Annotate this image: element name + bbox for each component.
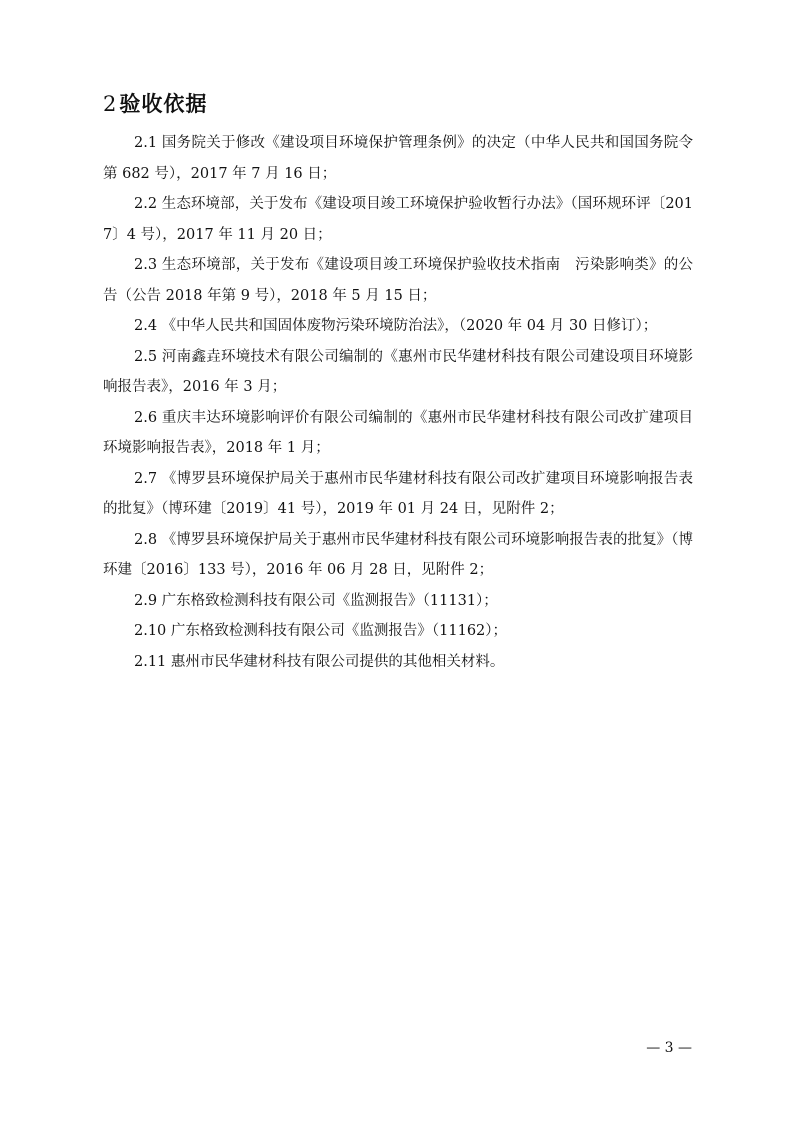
basis-item-2-4: 2.4 《中华人民共和国固体废物污染环境防治法》，（2020 年 04 月 30 日修订）；	[134, 318, 658, 334]
section-number: 2	[103, 92, 118, 116]
basis-item-2-9: 2.9 广东格致检测科技有限公司《监测报告》（11131）；	[134, 592, 498, 609]
basis-item-2-5: 2.5 河南鑫垚环境技术有限公司编制的《惠州市民华建材科技有限公司建设项目环境影响报告表》，2016 年 3 月；	[103, 348, 693, 395]
basis-list	[103, 128, 693, 677]
basis-item-2-7: 2.7 《博罗县环境保护局关于惠州市民华建材科技有限公司改扩建项目环境影响报告表的批复》（博环建〔2019〕41 号），2019 年 01 月 24 日，见附件 2；	[103, 470, 693, 517]
basis-item-2-2: 2.2 生态环境部，关于发布《建设项目竣工环境保护验收暂行办法》（国环规环评〔2017〕4 号），2017 年 11 月 20 日；	[103, 196, 693, 243]
section-heading	[103, 88, 207, 118]
basis-item-2-3: 2.3 生态环境部，关于发布《建设项目竣工环境保护验收技术指南 污染影响类》的公告（公告 2018 年第 9 号），2018 年 5 月 15 日；	[103, 257, 693, 304]
section-title-text: 验收依据	[119, 91, 208, 116]
page-number: — 3 —	[646, 1040, 692, 1056]
basis-item-2-8: 2.8 《博罗县环境保护局关于惠州市民华建材科技有限公司环境影响报告表的批复》（博环建〔2016〕133 号），2016 年 06 月 28 日，见附件 2；	[103, 531, 693, 578]
basis-item-2-10: 2.10 广东格致检测科技有限公司《监测报告》（11162）；	[134, 623, 508, 639]
basis-item-2-11: 2.11 惠州市民华建材科技有限公司提供的其他相关材料。	[134, 653, 505, 670]
basis-item-2-1: 2.1 国务院关于修改《建设项目环境保护管理条例》的决定（中华人民共和国国务院令第 682 号），2017 年 7 月 16 日；	[103, 135, 693, 182]
basis-item-2-6: 2.6 重庆丰达环境影响评价有限公司编制的《惠州市民华建材科技有限公司改扩建项目环境影响报告表》，2018 年 1 月；	[103, 409, 693, 456]
